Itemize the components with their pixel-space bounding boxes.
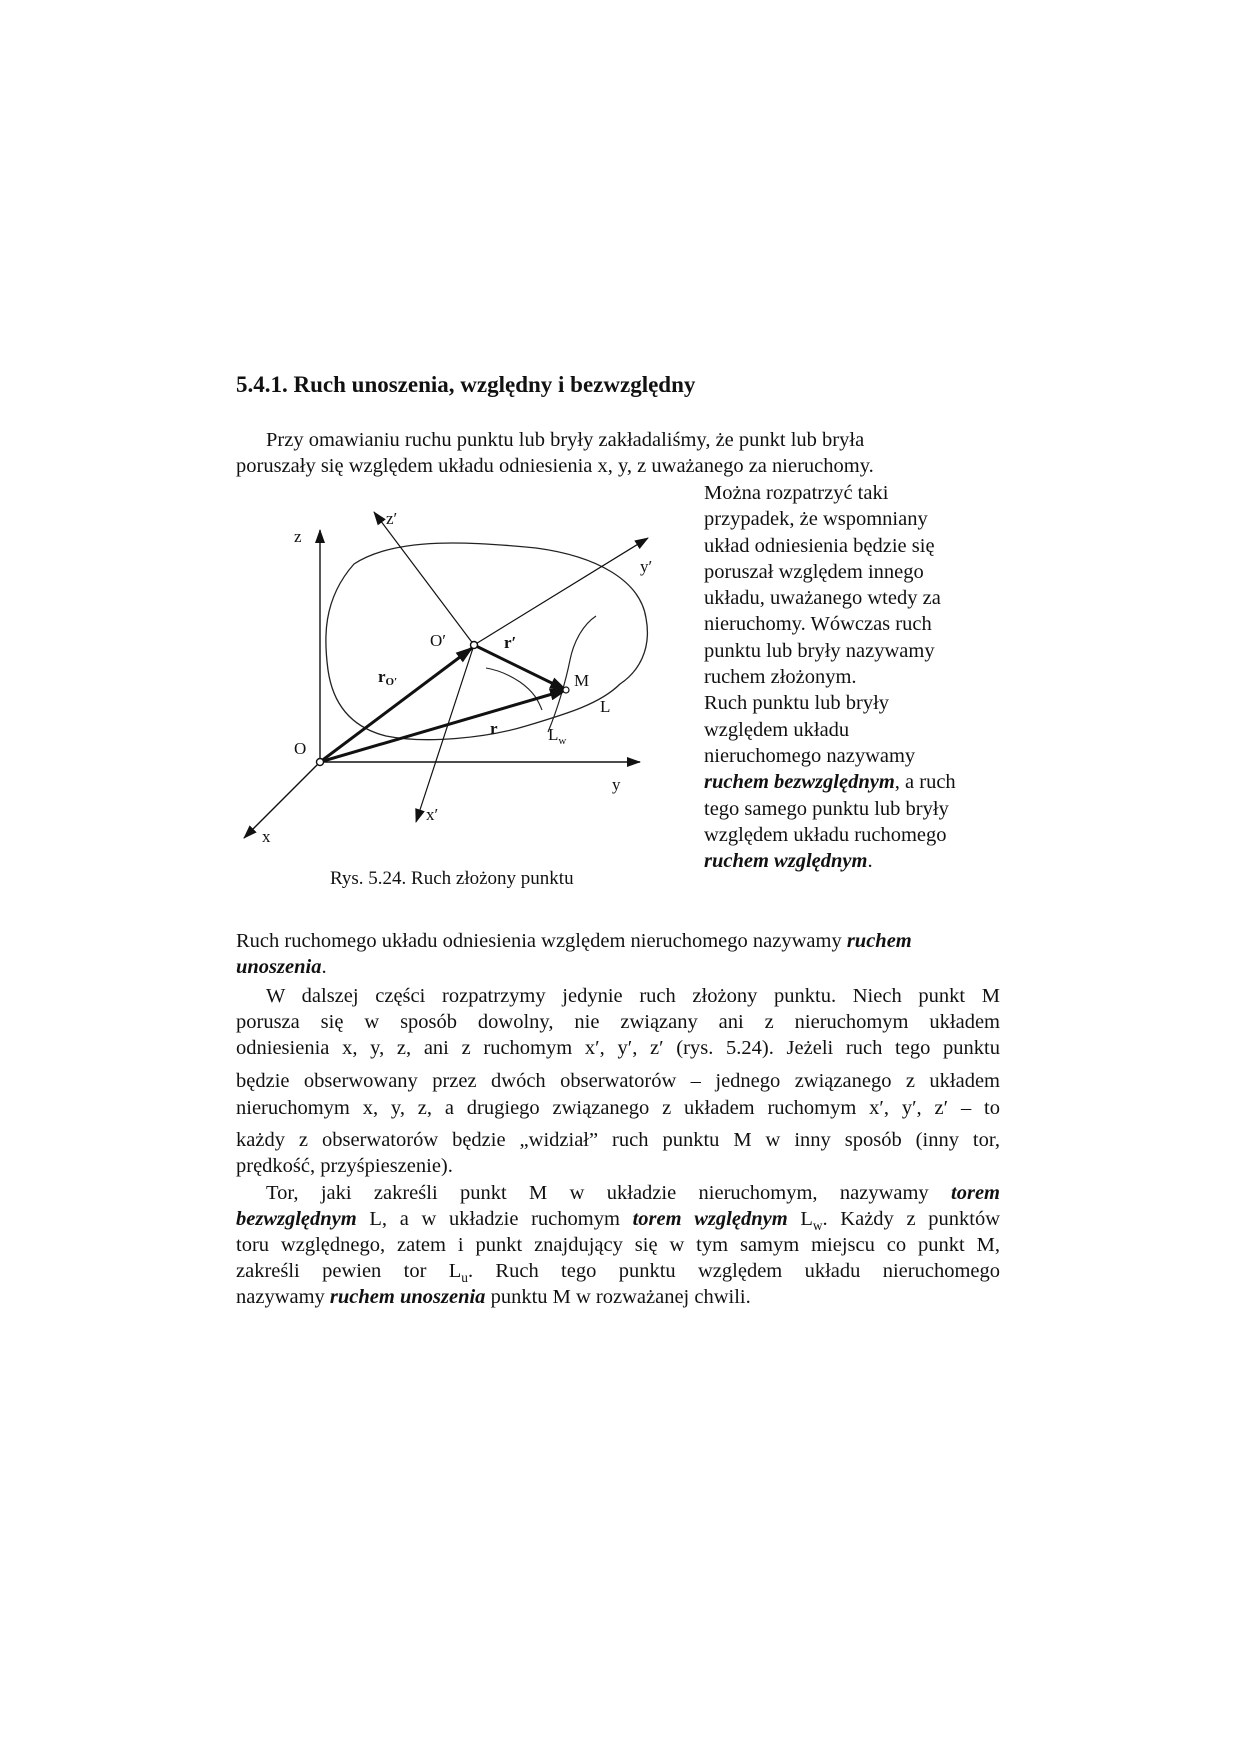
label-z: z bbox=[294, 527, 302, 546]
para3-line2: porusza się w sposób dowolny, nie związany ani z nieruchomym układem bbox=[236, 1011, 1000, 1033]
side-text bbox=[704, 480, 1004, 874]
para1-line1: Przy omawianiu ruchu punktu lub bryły zakładaliśmy, że punkt lub bryła bbox=[266, 429, 865, 451]
para4-line2: bezwzględnym L, a w układzie ruchomym torem względnym $L_w$. Każdy z punktów bbox=[236, 1208, 1000, 1234]
side-line: ruchem bezwzględnym, a ruch bbox=[704, 771, 956, 794]
side-line: nieruchomy. Wówczas ruch bbox=[704, 613, 932, 636]
side-line: Można rozpatrzyć taki bbox=[704, 482, 889, 504]
para3-line7: prędkość, przyśpieszenie). bbox=[236, 1155, 453, 1177]
side-line: układu, uważanego wtedy za bbox=[704, 587, 941, 610]
para4-line4: zakreśli pewien tor $L_u$. Ruch tego punktu względem układu nieruchomego bbox=[236, 1260, 1000, 1286]
figure-compound-motion bbox=[236, 500, 696, 860]
side-line: Ruch punktu lub bryły bbox=[704, 692, 890, 715]
vector-r-O-prime bbox=[320, 648, 472, 762]
point-M bbox=[563, 687, 569, 693]
label-y-prime: y′ bbox=[640, 557, 653, 576]
side-line: punktu lub bryły nazywamy bbox=[704, 639, 935, 662]
label-O-prime: O′ bbox=[430, 631, 446, 650]
term-ruchem-wzglednym: ruchem względnym bbox=[704, 850, 868, 873]
side-line: ruchem złożonym. bbox=[704, 666, 857, 689]
para2-line2: unoszenia. bbox=[236, 956, 327, 978]
para2-line1: Ruch ruchomego układu odniesienia względem nieruchomego nazywamy ruchem bbox=[236, 930, 912, 952]
label-r-prime: r′ bbox=[504, 633, 517, 652]
para4-line3: toru względnego, zatem i punkt znajdujący się w tym samym miejscu co punkt M, bbox=[236, 1234, 1000, 1256]
section-heading: 5.4.1. Ruch unoszenia, względny i bezwzględny bbox=[236, 372, 696, 397]
side-line: tego samego punktu lub bryły bbox=[704, 797, 949, 820]
label-y: y bbox=[612, 775, 621, 794]
y-prime-axis bbox=[474, 538, 648, 645]
para3-line6: każdy z obserwatorów będzie „widział” ruch punktu M w inny sposób (inny tor, bbox=[236, 1129, 1000, 1151]
label-r-O-prime: rO′ bbox=[378, 667, 398, 688]
para1-line2: poruszały się względem układu odniesienia x, y, z uważanego za nieruchomy. bbox=[236, 455, 874, 477]
label-r: r bbox=[490, 719, 498, 738]
para3-line4: będzie obserwowany przez dwóch obserwatorów – jednego związanego z układem bbox=[236, 1070, 1000, 1092]
para3-line3: odniesienia x, y, z, ani z ruchomym x′, y′, z′ (rys. 5.24). Jeżeli ruch tego punktu bbox=[236, 1037, 1000, 1059]
label-x-prime: x′ bbox=[426, 805, 439, 824]
label-x: x bbox=[262, 827, 271, 846]
term-ruchem-bezwzglednym: ruchem bezwzględnym bbox=[704, 771, 895, 794]
side-line: ruchem względnym. bbox=[704, 850, 873, 873]
label-L: L bbox=[600, 697, 611, 716]
side-line: względem układu ruchomego bbox=[704, 823, 947, 846]
para3-line5: nieruchomym x, y, z, a drugiego związanego z układem ruchomym x′, y′, z′ – to bbox=[236, 1097, 1000, 1119]
label-O: O bbox=[294, 739, 307, 758]
point-O bbox=[317, 759, 324, 766]
label-z-prime: z′ bbox=[386, 509, 398, 528]
para4-line5: nazywamy ruchem unoszenia punktu M w rozważanej chwili. bbox=[236, 1286, 751, 1308]
diagram-svg bbox=[236, 500, 696, 860]
x-prime-axis bbox=[416, 645, 474, 822]
side-line: względem układu bbox=[704, 718, 850, 741]
label-Lw: $L_w$ bbox=[548, 725, 567, 747]
x-axis bbox=[244, 762, 320, 838]
side-line: przypadek, że wspomniany bbox=[704, 508, 928, 531]
vector-r bbox=[320, 690, 566, 762]
para4-line1: Tor, jaki zakreśli punkt M w układzie nieruchomym, nazywamy torem bbox=[266, 1182, 1000, 1204]
figure-caption: Rys. 5.24. Ruch złożony punktu bbox=[330, 868, 574, 889]
point-O-prime bbox=[471, 642, 478, 649]
para3-line1: W dalszej części rozpatrzymy jedynie ruch złożony punktu. Niech punkt M bbox=[266, 985, 1000, 1007]
vector-r-prime bbox=[474, 645, 566, 690]
z-prime-axis bbox=[374, 512, 474, 645]
side-line: poruszał względem innego bbox=[704, 560, 924, 583]
side-line: nieruchomego nazywamy bbox=[704, 744, 916, 767]
label-M: M bbox=[574, 671, 590, 690]
side-line: układ odniesienia będzie się bbox=[704, 534, 935, 557]
